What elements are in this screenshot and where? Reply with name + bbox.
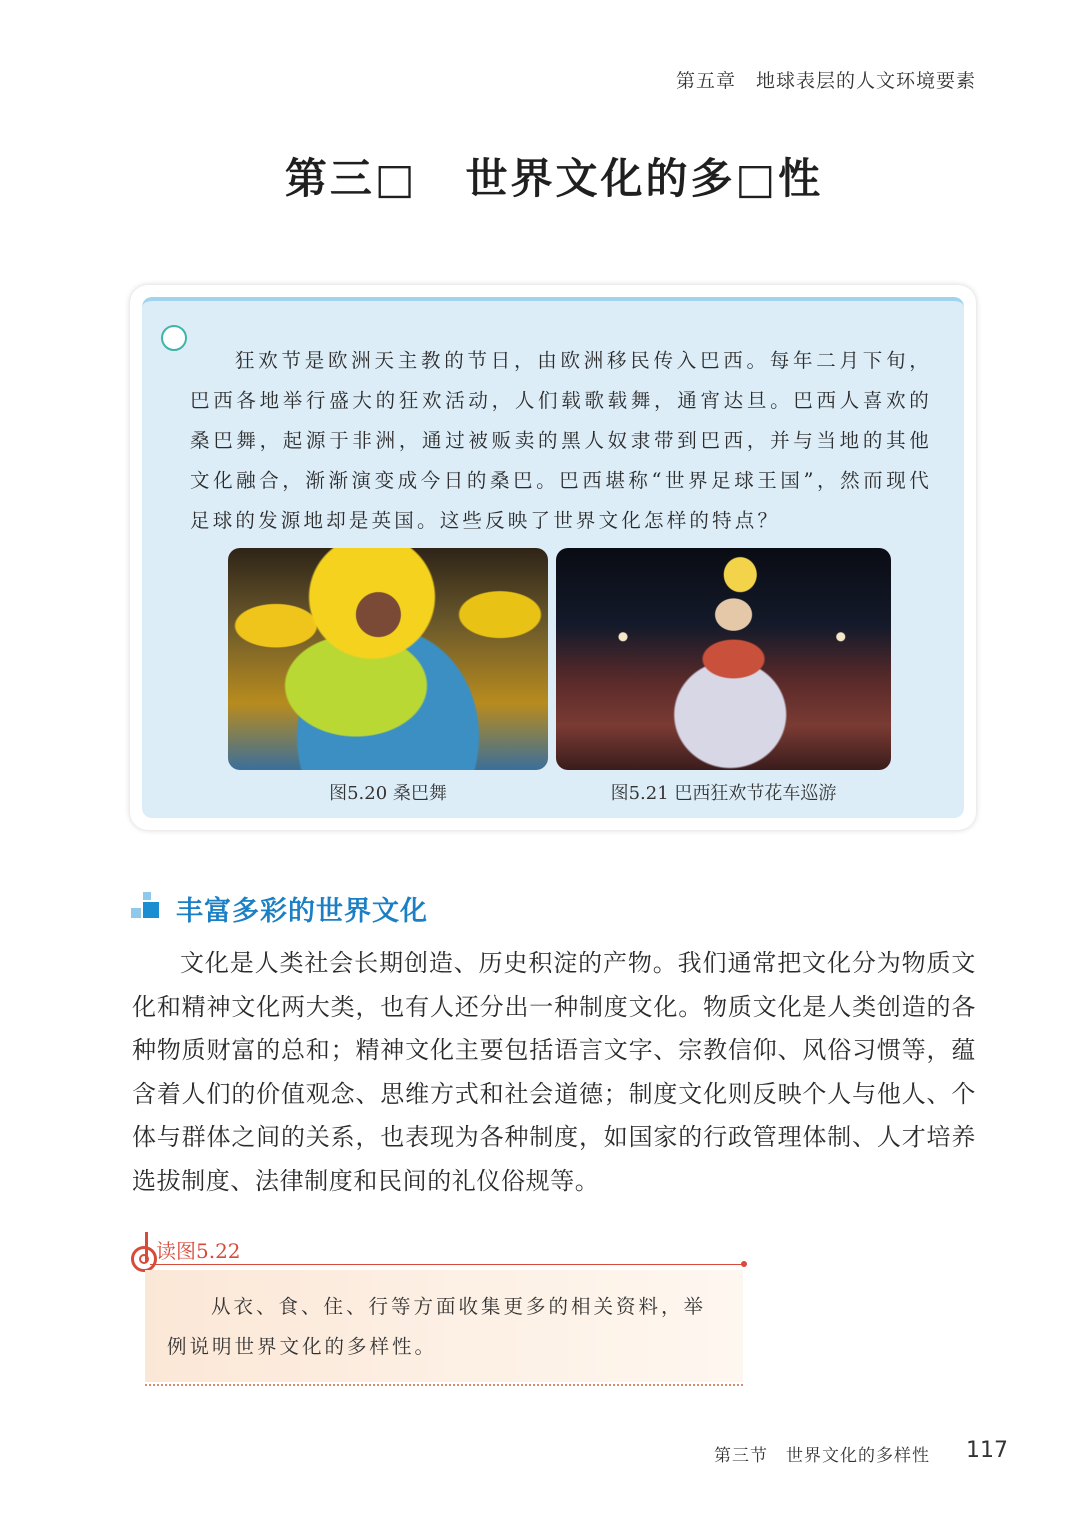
samba-dance-photo	[228, 548, 548, 770]
figure-caption: 图5.21 巴西狂欢节花车巡游	[610, 783, 837, 804]
figure-caption: 图5.20 桑巴舞	[329, 783, 447, 804]
activity-dotted-rule	[145, 1384, 743, 1386]
section-marker-icon	[131, 892, 161, 918]
intro-box	[130, 285, 976, 830]
activity-rule-dot	[741, 1261, 747, 1267]
target-icon	[131, 1246, 157, 1272]
chapter-header: 第五章 地球表层的人文环境要素	[675, 70, 976, 92]
footer-section-title: 第三节 世界文化的多样性	[714, 1446, 930, 1466]
section-title: 世界文化的多□性	[465, 154, 824, 203]
body-paragraph: 文化是人类社会长期创造、历史积淀的产物。我们通常把文化分为物质文化和精神文化两大类，也有人还分出一种制度文化。物质文化是人类创造的各种物质财富的总和；精神文化主要包括语言文字、宗教信仰、风俗习惯等，蕴含着人们的价值观念、思维方式和社会道德；制度文化则反映个人与他人、个体与群体之间的关系，也表现为各种制度，如国家的行政管理体制、人才培养选拔制度、法律制度和民间的礼仪俗规等。	[132, 949, 976, 1195]
activity-text: 从衣、食、住、行等方面收集更多的相关资料，举例说明世界文化的多样性。	[167, 1295, 707, 1358]
intro-panel	[142, 297, 964, 818]
circle-icon	[161, 325, 187, 351]
page-title	[0, 146, 1080, 206]
carnival-parade-photo	[556, 548, 891, 770]
intro-text: 狂欢节是欧洲天主教的节日，由欧洲移民传入巴西。每年二月下旬，巴西各地举行盛大的狂欢活动，人们载歌载舞，通宵达旦。巴西人喜欢的桑巴舞，起源于非洲，通过被贩卖的黑人奴隶带到巴西，并与当地的其他文化融合，渐渐演变成今日的桑巴。巴西堪称“世界足球王国”，然而现代足球的发源地却是英国。这些反映了世界文化怎样的特点？	[190, 349, 932, 532]
activity-rule	[150, 1264, 744, 1265]
section-heading: 丰富多彩的世界文化	[176, 896, 428, 927]
activity-box	[145, 1270, 743, 1382]
page-number: 117	[966, 1438, 1008, 1463]
section-number: 第三□	[284, 154, 418, 203]
activity-label: 读图5.22	[156, 1239, 241, 1263]
